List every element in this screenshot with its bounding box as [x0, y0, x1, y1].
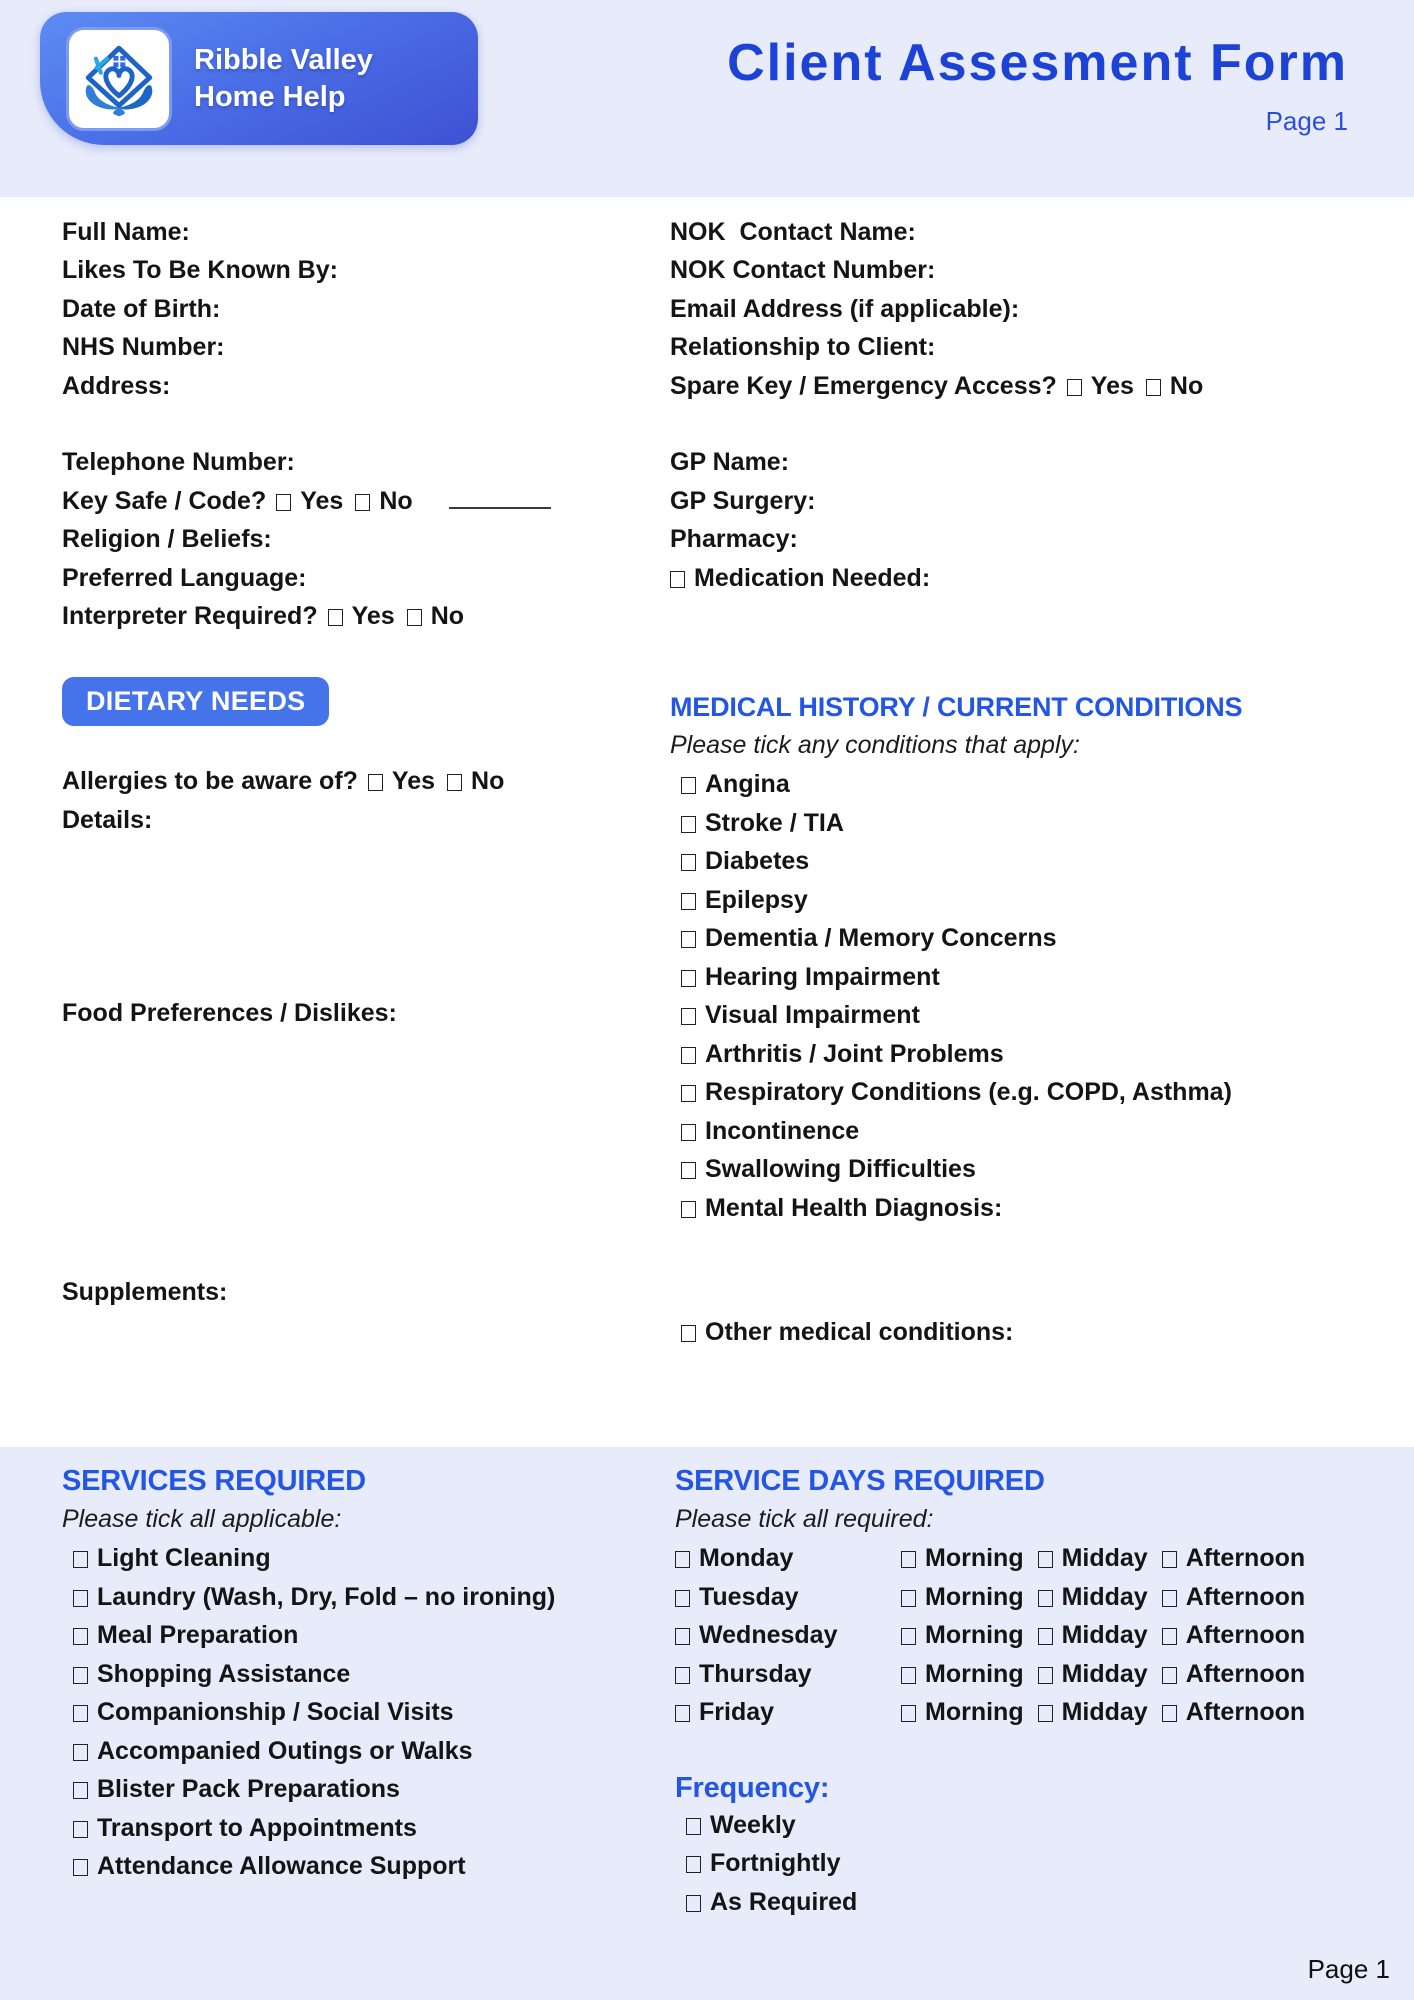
- frequency-label: Fortnightly: [710, 1849, 841, 1877]
- brand-name: [194, 42, 373, 116]
- medication-needed-row: [670, 559, 1378, 597]
- other-conditions-label: Other medical conditions:: [705, 1318, 1014, 1347]
- yes-label: Yes: [300, 486, 344, 515]
- no-label: No: [379, 486, 413, 515]
- form-field-label: Address:: [62, 371, 171, 400]
- allergies-label: Allergies to be aware of?: [62, 767, 358, 796]
- yes-label: Yes: [1090, 371, 1134, 400]
- service-checkbox[interactable]: [73, 1859, 88, 1876]
- day-checkbox[interactable]: [675, 1551, 690, 1568]
- condition-checkbox[interactable]: [681, 854, 696, 871]
- allergy-details-label: Details:: [62, 805, 153, 834]
- service-checkbox[interactable]: [73, 1782, 88, 1799]
- midday-checkbox[interactable]: [1038, 1551, 1053, 1568]
- day-label: Wednesday: [699, 1621, 838, 1649]
- day-label: Monday: [699, 1544, 794, 1572]
- day-label: Friday: [699, 1698, 775, 1726]
- condition-item: [681, 1112, 1378, 1151]
- condition-label: Respiratory Conditions (e.g. COPD, Asthma): [705, 1078, 1232, 1107]
- interpreter-yes-checkbox[interactable]: [328, 609, 343, 626]
- food-preferences-label: Food Preferences / Dislikes:: [62, 999, 397, 1028]
- service-checkbox[interactable]: [73, 1590, 88, 1607]
- services-required-heading: SERVICES REQUIRED: [62, 1465, 366, 1497]
- service-day-row: [675, 1578, 1378, 1617]
- service-day-row: [675, 1539, 1378, 1578]
- frequency-checkbox[interactable]: [686, 1856, 701, 1873]
- allergies-no-checkbox[interactable]: [447, 774, 462, 791]
- service-checkbox[interactable]: [73, 1667, 88, 1684]
- frequency-checkbox[interactable]: [686, 1818, 701, 1835]
- services-list: [62, 1539, 675, 1886]
- key-safe-label: Key Safe / Code?: [62, 486, 267, 515]
- page-number-top: Page 1: [1265, 106, 1348, 136]
- condition-label: Mental Health Diagnosis:: [705, 1193, 1003, 1222]
- services-instruction: Please tick all applicable:: [62, 1505, 342, 1533]
- condition-item: [681, 1150, 1378, 1189]
- midday-label: Midday: [1061, 1698, 1148, 1726]
- service-item: [73, 1847, 675, 1886]
- day-label: Tuesday: [699, 1582, 799, 1611]
- service-days-instruction: Please tick all required:: [675, 1505, 934, 1533]
- condition-item: [681, 881, 1378, 920]
- condition-item: [681, 958, 1378, 997]
- service-label: Attendance Allowance Support: [97, 1852, 466, 1880]
- services-section: [0, 1447, 1414, 2000]
- supplements-label: Supplements:: [62, 1277, 228, 1306]
- service-days-column: [675, 1463, 1378, 2000]
- company-logo: [66, 27, 172, 131]
- form-field-label: Relationship to Client:: [670, 333, 936, 362]
- nok-fields: [670, 213, 1378, 367]
- house-heart-hands-icon: [76, 37, 162, 121]
- interpreter-no-checkbox[interactable]: [407, 609, 422, 626]
- afternoon-label: Afternoon: [1185, 1621, 1306, 1649]
- condition-item: [681, 1189, 1378, 1228]
- client-fields-mid: [62, 520, 622, 597]
- condition-checkbox[interactable]: [681, 816, 696, 833]
- morning-label: Morning: [925, 1544, 1024, 1572]
- medical-instruction: Please tick any conditions that apply:: [670, 731, 1080, 760]
- dietary-needs-badge: DIETARY NEEDS: [62, 677, 329, 726]
- service-item: [73, 1732, 675, 1771]
- service-label: Meal Preparation: [97, 1621, 299, 1649]
- afternoon-checkbox[interactable]: [1162, 1705, 1177, 1722]
- spare-key-no-checkbox[interactable]: [1146, 379, 1161, 396]
- midday-checkbox[interactable]: [1038, 1705, 1053, 1722]
- service-checkbox[interactable]: [73, 1821, 88, 1838]
- frequency-checkbox[interactable]: [686, 1895, 701, 1912]
- brand-banner: [40, 12, 478, 145]
- frequency-list: [675, 1806, 1378, 1922]
- service-item: [73, 1655, 675, 1694]
- service-day-row: [675, 1616, 1378, 1655]
- medical-conditions-list: [670, 765, 1378, 1227]
- condition-checkbox[interactable]: [681, 1085, 696, 1102]
- afternoon-checkbox[interactable]: [1162, 1551, 1177, 1568]
- form-field-label: GP Name:: [670, 448, 790, 477]
- afternoon-checkbox[interactable]: [1162, 1667, 1177, 1684]
- condition-label: Dementia / Memory Concerns: [705, 924, 1057, 953]
- afternoon-label: Afternoon: [1185, 1698, 1306, 1726]
- service-item: [73, 1616, 675, 1655]
- form-field-label: Pharmacy:: [670, 525, 798, 554]
- condition-checkbox[interactable]: [681, 893, 696, 910]
- no-label: No: [1169, 371, 1204, 400]
- form-field-label: Preferred Language:: [62, 563, 307, 592]
- service-item: [73, 1539, 675, 1578]
- afternoon-checkbox[interactable]: [1162, 1590, 1177, 1607]
- frequency-option: [686, 1844, 1378, 1883]
- day-checkbox[interactable]: [675, 1667, 690, 1684]
- medical-history-heading: MEDICAL HISTORY / CURRENT CONDITIONS: [670, 692, 1243, 723]
- condition-item: [681, 996, 1378, 1035]
- condition-checkbox[interactable]: [681, 1047, 696, 1064]
- medication-needed-label: Medication Needed:: [694, 563, 931, 592]
- service-checkbox[interactable]: [73, 1551, 88, 1568]
- day-label: Thursday: [699, 1659, 812, 1688]
- condition-label: Diabetes: [705, 847, 810, 876]
- morning-label: Morning: [925, 1582, 1024, 1611]
- form-body: [0, 197, 1414, 1447]
- condition-item: [681, 1073, 1378, 1112]
- other-conditions-checkbox[interactable]: [681, 1325, 696, 1342]
- service-label: Blister Pack Preparations: [97, 1775, 400, 1803]
- form-field-label: Date of Birth:: [62, 294, 221, 323]
- condition-checkbox[interactable]: [681, 970, 696, 987]
- page-title: Client Assesment Form: [727, 34, 1348, 92]
- brand-line2: Home Help: [194, 80, 346, 113]
- frequency-option: [686, 1806, 1378, 1845]
- yes-label: Yes: [351, 602, 395, 631]
- frequency-label: As Required: [710, 1887, 858, 1916]
- header: [0, 0, 1414, 197]
- client-details-left: [62, 213, 622, 1311]
- frequency-option: [686, 1883, 1378, 1922]
- condition-label: Hearing Impairment: [705, 962, 940, 991]
- condition-label: Swallowing Difficulties: [705, 1155, 976, 1184]
- condition-checkbox[interactable]: [681, 1008, 696, 1025]
- service-label: Transport to Appointments: [97, 1813, 417, 1842]
- midday-label: Midday: [1061, 1621, 1148, 1649]
- condition-item: [681, 842, 1378, 881]
- spacer: [62, 405, 622, 443]
- service-days-list: [675, 1539, 1378, 1732]
- service-checkbox[interactable]: [73, 1744, 88, 1761]
- gp-fields: [670, 443, 1378, 558]
- service-label: Laundry (Wash, Dry, Fold – no ironing): [97, 1582, 556, 1611]
- condition-checkbox[interactable]: [681, 777, 696, 794]
- afternoon-checkbox[interactable]: [1162, 1628, 1177, 1645]
- key-safe-yes-checkbox[interactable]: [276, 494, 291, 511]
- form-field-label: Email Address (if applicable):: [670, 294, 1020, 323]
- key-safe-code-write-line[interactable]: [449, 507, 551, 509]
- midday-checkbox[interactable]: [1038, 1667, 1053, 1684]
- no-label: No: [430, 602, 465, 631]
- client-details-right: [670, 213, 1378, 1352]
- spacer: [670, 405, 1378, 443]
- service-day-row: [675, 1655, 1378, 1694]
- form-field-label: NHS Number:: [62, 333, 225, 362]
- condition-label: Angina: [705, 770, 790, 799]
- form-field-label: Full Name:: [62, 218, 190, 246]
- midday-label: Midday: [1061, 1659, 1148, 1688]
- midday-checkbox[interactable]: [1038, 1628, 1053, 1645]
- service-label: Shopping Assistance: [97, 1659, 351, 1688]
- condition-label: Arthritis / Joint Problems: [705, 1039, 1004, 1068]
- service-item: [73, 1578, 675, 1617]
- midday-label: Midday: [1061, 1544, 1148, 1572]
- afternoon-label: Afternoon: [1185, 1544, 1306, 1572]
- yes-label: Yes: [391, 767, 436, 796]
- day-checkbox[interactable]: [675, 1628, 690, 1645]
- condition-item: [681, 919, 1378, 958]
- page-number-bottom: Page 1: [1307, 1954, 1390, 1984]
- no-label: No: [471, 767, 505, 796]
- day-checkbox[interactable]: [675, 1705, 690, 1722]
- telephone-field-label: Telephone Number:: [62, 448, 295, 477]
- interpreter-row: [62, 597, 622, 635]
- brand-line1: Ribble Valley: [194, 43, 373, 76]
- form-field-label: NOK Contact Name:: [670, 218, 916, 246]
- service-day-row: [675, 1693, 1378, 1732]
- service-label: Light Cleaning: [97, 1544, 271, 1572]
- frequency-heading: Frequency:: [675, 1771, 830, 1804]
- service-item: [73, 1693, 675, 1732]
- service-item: [73, 1809, 675, 1848]
- condition-checkbox[interactable]: [681, 1162, 696, 1179]
- condition-item: [681, 765, 1378, 804]
- condition-item: [681, 1035, 1378, 1074]
- afternoon-label: Afternoon: [1185, 1659, 1306, 1688]
- condition-label: Stroke / TIA: [705, 808, 844, 837]
- condition-label: Visual Impairment: [705, 1001, 920, 1030]
- morning-checkbox[interactable]: [901, 1628, 916, 1645]
- other-conditions-row: [670, 1313, 1378, 1352]
- condition-checkbox[interactable]: [681, 1201, 696, 1218]
- morning-checkbox[interactable]: [901, 1590, 916, 1607]
- form-field-label: Religion / Beliefs:: [62, 525, 272, 554]
- service-item: [73, 1770, 675, 1809]
- client-fields-top: [62, 213, 622, 405]
- morning-checkbox[interactable]: [901, 1551, 916, 1568]
- condition-label: Incontinence: [705, 1116, 860, 1145]
- service-label: Companionship / Social Visits: [97, 1698, 454, 1726]
- midday-label: Midday: [1061, 1582, 1148, 1611]
- afternoon-label: Afternoon: [1185, 1582, 1306, 1611]
- spare-key-row: [670, 367, 1378, 405]
- morning-label: Morning: [925, 1621, 1024, 1649]
- interpreter-label: Interpreter Required?: [62, 602, 318, 631]
- spare-key-label: Spare Key / Emergency Access?: [670, 371, 1057, 400]
- service-label: Accompanied Outings or Walks: [97, 1736, 473, 1765]
- services-required-column: [62, 1463, 675, 2000]
- morning-label: Morning: [925, 1659, 1024, 1688]
- service-checkbox[interactable]: [73, 1705, 88, 1722]
- morning-checkbox[interactable]: [901, 1667, 916, 1684]
- day-checkbox[interactable]: [675, 1590, 690, 1607]
- frequency-label: Weekly: [710, 1810, 796, 1839]
- spare-key-yes-checkbox[interactable]: [1067, 379, 1082, 396]
- form-field-label: Likes To Be Known By:: [62, 256, 338, 285]
- condition-label: Epilepsy: [705, 885, 808, 914]
- condition-checkbox[interactable]: [681, 931, 696, 948]
- key-safe-row: [62, 482, 622, 520]
- condition-item: [681, 804, 1378, 843]
- service-checkbox[interactable]: [73, 1628, 88, 1645]
- form-field-label: GP Surgery:: [670, 486, 816, 515]
- allergies-yes-checkbox[interactable]: [368, 774, 383, 791]
- medication-needed-checkbox[interactable]: [670, 571, 685, 588]
- morning-label: Morning: [925, 1698, 1024, 1726]
- condition-checkbox[interactable]: [681, 1124, 696, 1141]
- morning-checkbox[interactable]: [901, 1705, 916, 1722]
- allergies-row: [62, 762, 622, 800]
- form-field-label: NOK Contact Number:: [670, 256, 936, 285]
- key-safe-no-checkbox[interactable]: [355, 494, 370, 511]
- service-days-heading: SERVICE DAYS REQUIRED: [675, 1465, 1045, 1497]
- midday-checkbox[interactable]: [1038, 1590, 1053, 1607]
